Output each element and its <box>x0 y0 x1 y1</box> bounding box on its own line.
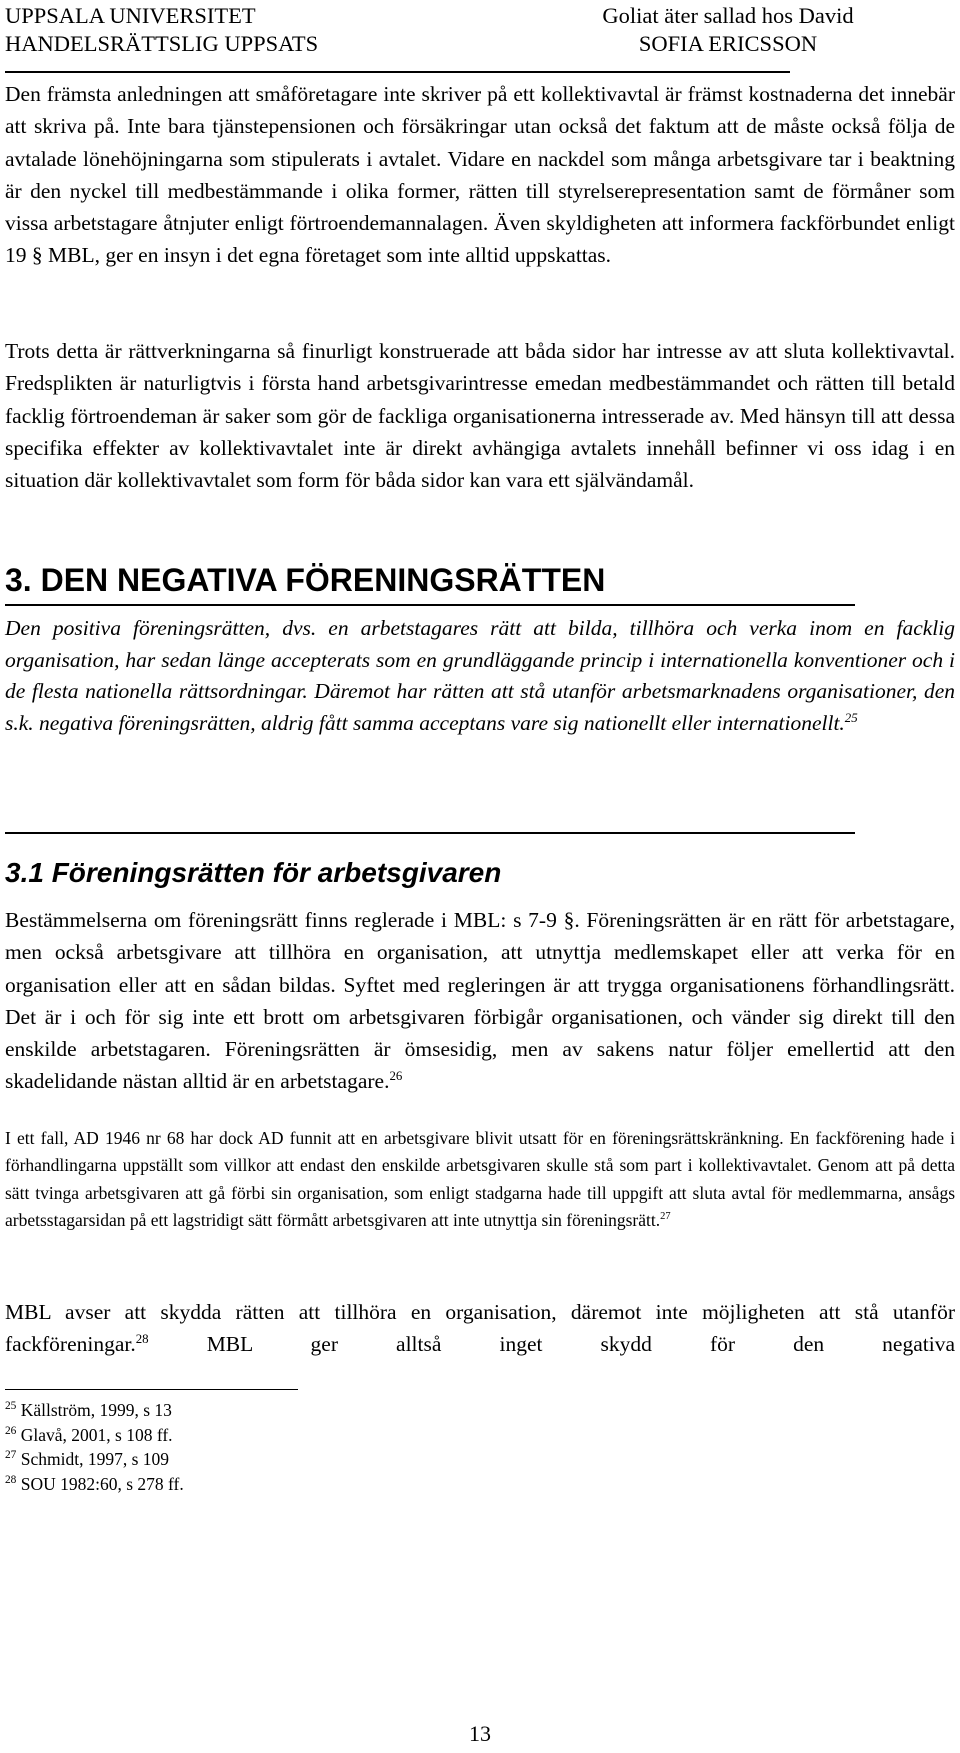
footnote-item <box>5 1472 605 1497</box>
page-number: 13 <box>469 1721 491 1746</box>
footnote-item <box>5 1423 605 1448</box>
body-paragraph-5 <box>5 1296 955 1361</box>
footnote-number: 28 <box>5 1473 17 1486</box>
paragraph-3-text: Bestämmelserna om föreningsrätt finns reglerade i MBL: s 7-9 §. Föreningsrätten är en rätt för arbetstagare, men också arbetsgivare att tillhöra en organisation, att utnyttja medlemskapet eller att verka för en organisation eller att en sådan bildas. Syftet med regleringen är att trygga organisationens förhandlingsrätt. Det är i och för sig inte ett brott om arbetsgivaren förbigår organisationen, och vänder sig direkt till den enskilde arbetstagaren. Föreningsrätten är ömsesidig, men av sakens natur följer emellertid att den skadelidande nästan alltid är en arbetstagare. <box>5 908 955 1094</box>
header-title: Goliat äter sallad hos David <box>602 3 854 28</box>
header-university: UPPSALA UNIVERSITET <box>5 3 256 28</box>
footnote-text: Källström, 1999, s 13 <box>20 1400 172 1420</box>
footnote-text: Glavå, 2001, s 108 ff. <box>20 1424 173 1445</box>
footnote-number: 27 <box>5 1449 17 1462</box>
body-paragraph-4 <box>5 1125 955 1235</box>
paragraph-5-continuation: MBL ger alltså inget skydd för den negativa <box>206 1332 955 1357</box>
footnotes-list <box>5 1398 605 1496</box>
footnote-ref-25[interactable]: 25 <box>844 710 858 725</box>
footnote-text: Schmidt, 1997, s 109 <box>20 1449 170 1469</box>
paragraph-4-text: I ett fall, AD 1946 nr 68 har dock AD funnit att en arbetsgivare blivit utsatt för en föreningsrättskränkning. En fackförening hade i förhandlingarna uppställt som villkor att endast den enskilde arbetsgivaren skulle stå som part i kollektivavtalet. Genom att på detta sätt tvinga arbetsgivaren att gå förbi sin organisation, som enligt stadgarna hade till uppgift att sluta avtal för medlemmarna, ansågs arbetsstagarsidan på ett lagstridigt sätt förmått arbetsgivaren att inte utnyttja sin föreningsrätt. <box>5 1128 955 1231</box>
footnote-number: 25 <box>5 1400 17 1413</box>
footnote-number: 26 <box>5 1424 17 1437</box>
quote-block <box>5 613 955 739</box>
footnote-separator <box>5 1389 298 1390</box>
paragraph-5-text: MBL avser att skydda rätten att tillhöra en organisation, däremot inte möjligheten att stå utanför fackföreningar. <box>5 1300 955 1357</box>
footnote-text: SOU 1982:60, s 278 ff. <box>20 1473 184 1494</box>
section-heading-3-1: 3.1 Föreningsrätten för arbetsgivaren <box>5 857 502 888</box>
body-paragraph-3 <box>5 904 955 1098</box>
body-paragraph-1: Den främsta anledningen att småföretagare inte skriver på ett kollektivavtal är främst kostnaderna det innebär att skriva på. Inte bara tjänstepensionen och försäkringar utan också det faktum att de måste också följa de avtalade lönehöjningarna som stipulerats i avtalet. Vidare en nackdel som många arbetsgivare tar i beaktning är den nyckel till medbestämmande i olika former, rätten till styrelserepresentation samt de förmåner som vissa arbetstagare åtnjuter enligt förtroendemannalagen. Även skyldigheten att informera fackförbundet enligt 19 § MBL, ger en insyn i det egna företaget som inte alltid uppskattas. <box>5 82 955 268</box>
footnote-ref-27[interactable]: 27 <box>660 1211 671 1223</box>
section-rule-top <box>5 604 855 606</box>
section-rule-bottom <box>5 832 855 834</box>
footnote-ref-26[interactable]: 26 <box>389 1069 403 1084</box>
footnote-item <box>5 1398 605 1423</box>
section-heading-3: 3. DEN NEGATIVA FÖRENINGSRÄTTEN <box>5 562 606 598</box>
footnote-ref-28[interactable]: 28 <box>135 1332 149 1347</box>
header-subject: HANDELSRÄTTSLIG UPPSATS <box>5 31 319 56</box>
footnote-item <box>5 1447 605 1472</box>
body-paragraph-2: Trots detta är rättverkningarna så finurligt konstruerade att båda sidor har intresse av att sluta kollektivavtal. Fredsplikten är naturligtvis i första hand arbetsgivarintresse emedan medbestämmandet och rätten till betald facklig förtroendeman är saker som gör de fackliga organisationerna intresserade av. Med hänsyn till att dessa specifika effekter av kollektivavtalet inte är direkt avhängiga avtalets innehåll befinner vi oss idag i en situation där kollektivavtalet som form för båda sidor kan vara ett självändamål. <box>5 339 955 493</box>
quote-text: Den positiva föreningsrätten, dvs. en arbetstagares rätt att bilda, tillhöra och verka inom en facklig organisation, har sedan länge accepterats som en grundläggande princip i internationella konventioner och i de flesta nationella rättsordningar. Däremot har rätten att stå utanför arbetsmarknadens organisationer, den s.k. negativa föreningsrätten, aldrig fått samma acceptans vare sig nationellt eller internationellt. <box>5 616 955 735</box>
header-rule <box>5 71 790 73</box>
header-author: SOFIA ERICSSON <box>638 31 818 56</box>
